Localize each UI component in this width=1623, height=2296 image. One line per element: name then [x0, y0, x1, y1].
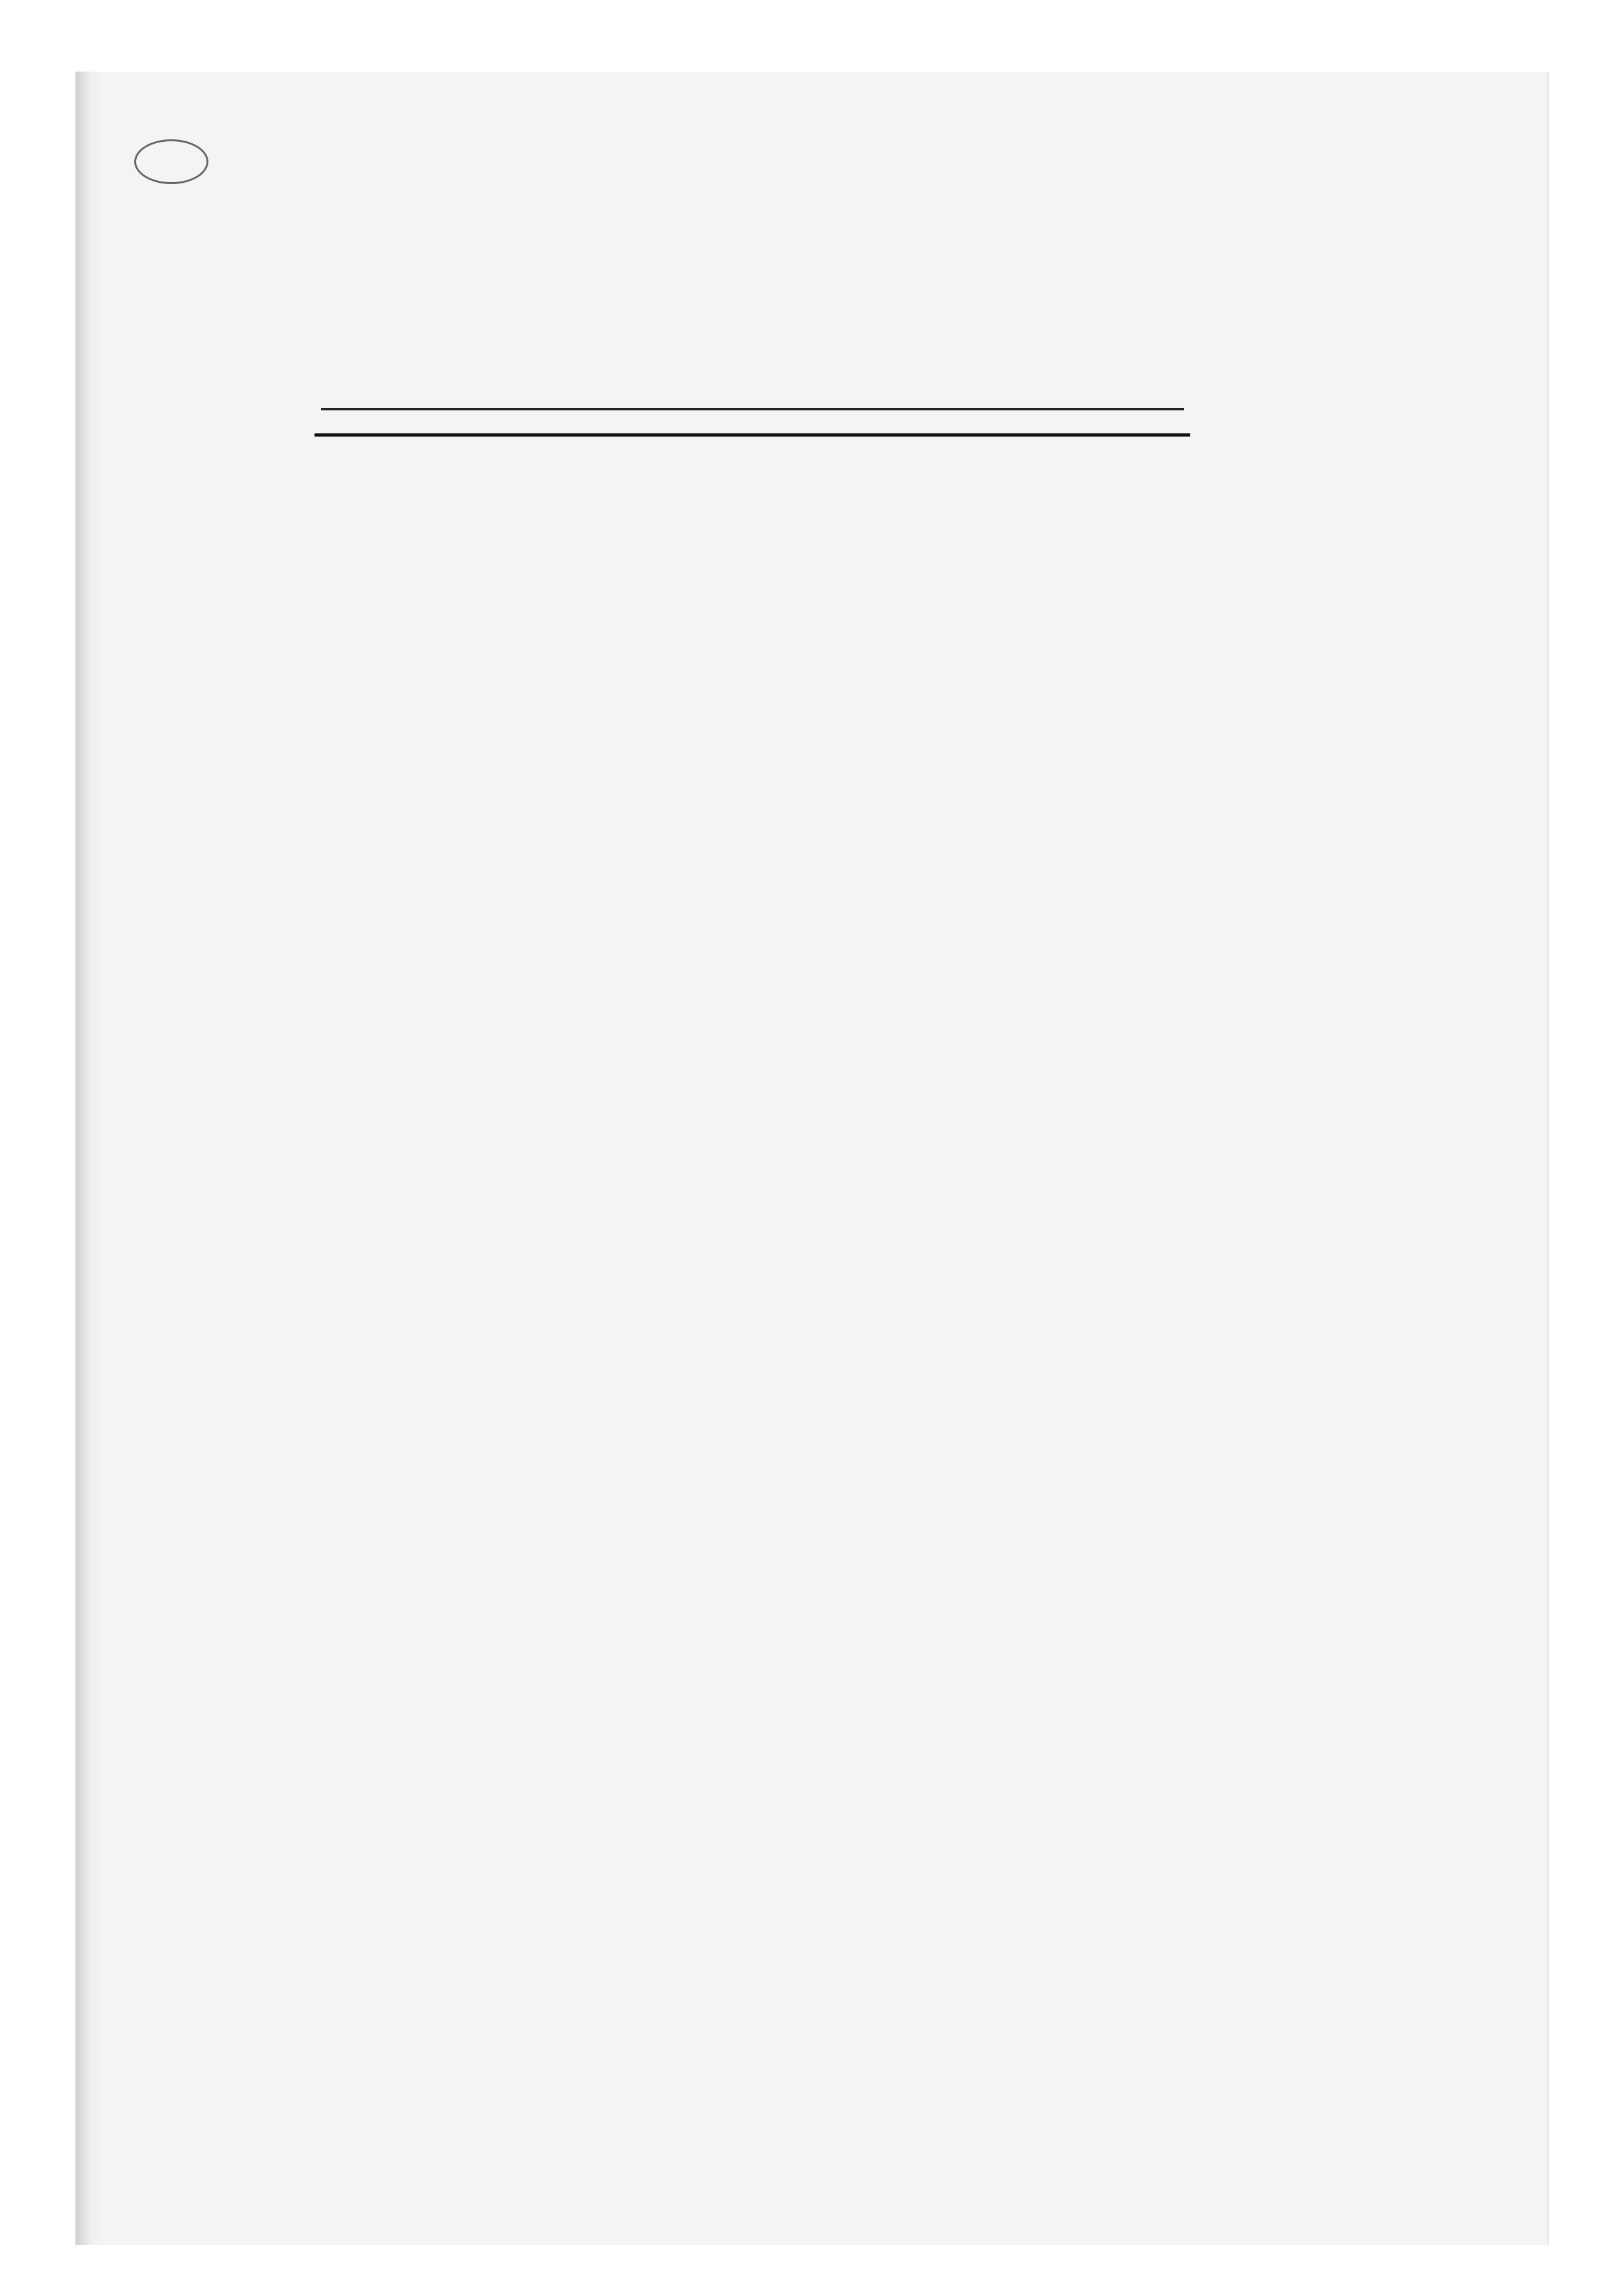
border-left — [254, 288, 285, 1796]
border-right — [1220, 288, 1250, 1796]
divider-rule-2 — [315, 433, 1190, 437]
circled-catalog-number — [134, 139, 208, 184]
cross-ornament — [312, 322, 1193, 386]
border-bottom — [254, 1791, 1250, 1822]
border-top — [254, 262, 1250, 293]
ornamental-frame — [254, 262, 1250, 1822]
divider-rule-1 — [321, 408, 1184, 410]
title-page-text — [312, 320, 1193, 1764]
page-spine-shadow — [75, 72, 101, 2245]
